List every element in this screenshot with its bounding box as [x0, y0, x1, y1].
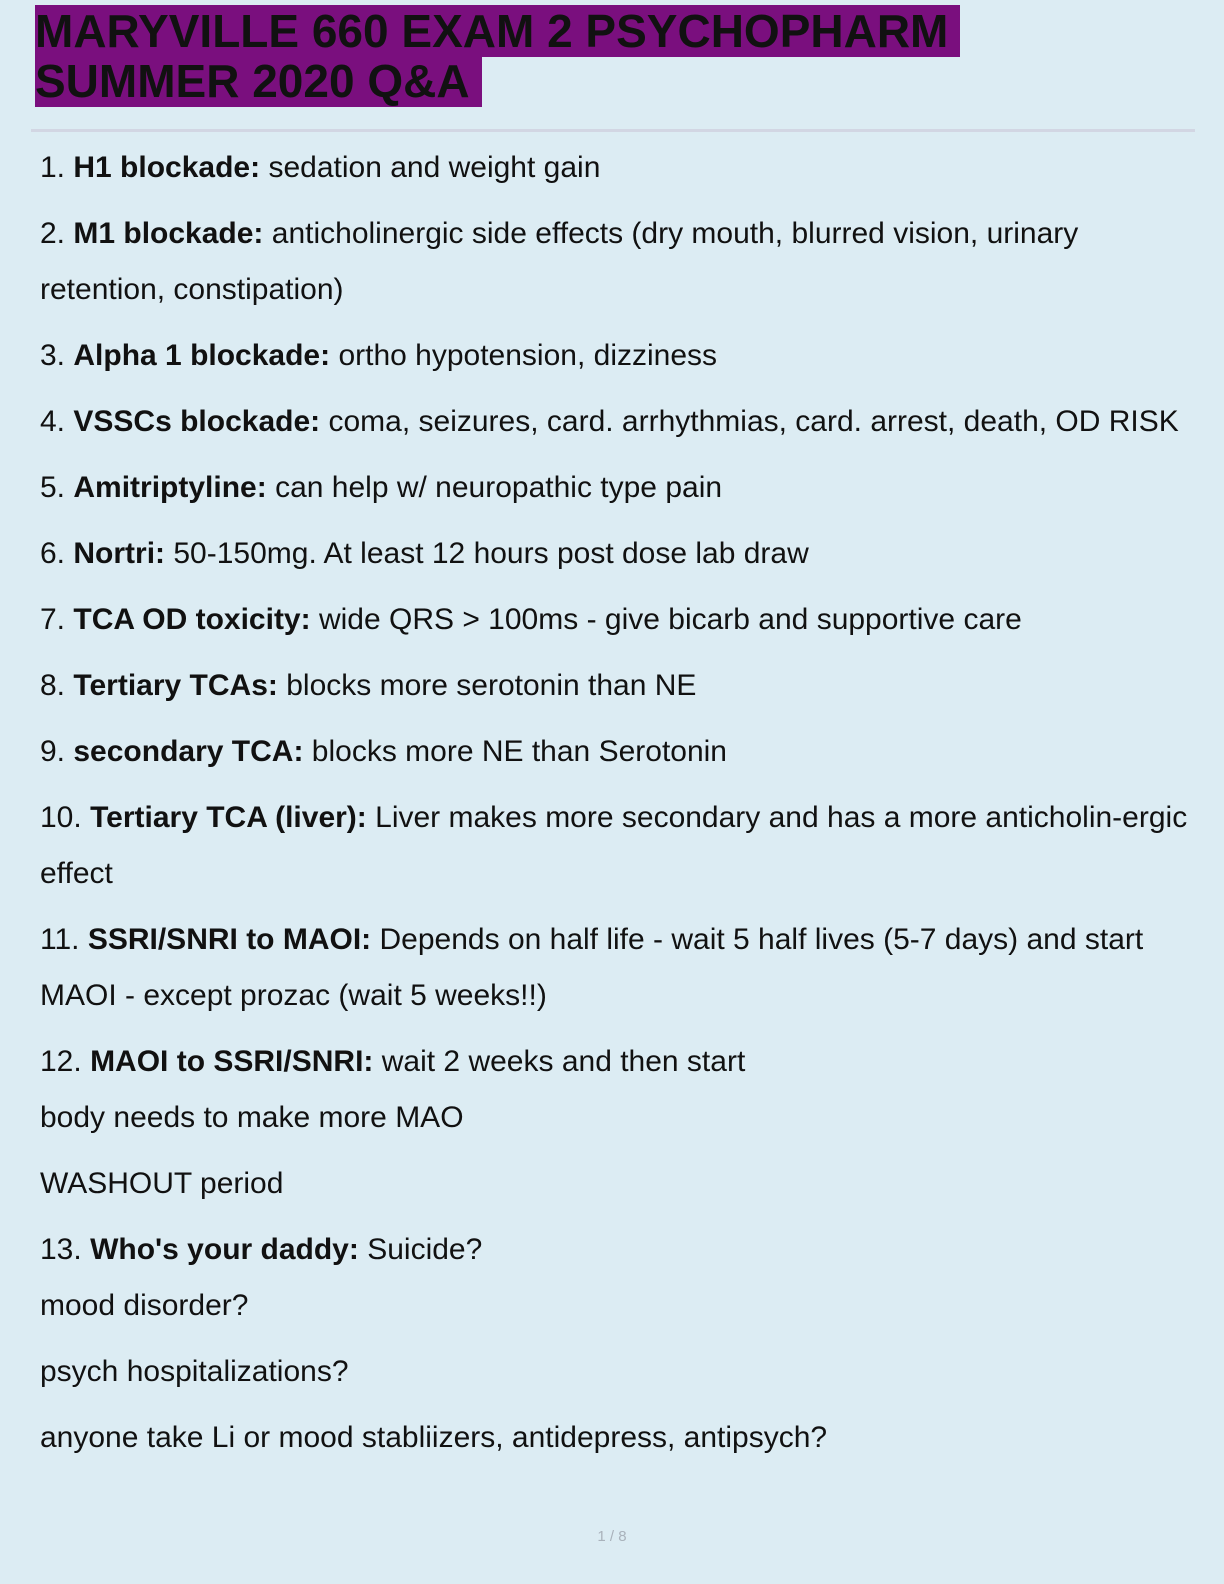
- qa-item-8: [40, 658, 1190, 714]
- item-answer: 50-150mg. At least 12 hours post dose lab draw: [173, 537, 809, 570]
- item-term: M1 blockade:: [73, 217, 264, 250]
- item-answer-line: psych hospitalizations?: [40, 1355, 349, 1388]
- qa-item-12: [40, 1034, 1190, 1090]
- item-term: Tertiary TCA (liver):: [90, 801, 367, 834]
- item-answer: Depends on half life - wait 5 half lives (5-7 days) and start MAOI - except prozac (wait 5 weeks!!): [40, 923, 1144, 1012]
- title-divider: [31, 129, 1195, 132]
- item-number: 2.: [40, 217, 66, 250]
- item-answer: wide QRS > 100ms - give bicarb and supportive care: [318, 603, 1022, 636]
- item-answer-line: anyone take Li or mood stabliizers, antidepress, antipsych?: [40, 1421, 828, 1454]
- item-term: secondary TCA:: [73, 735, 304, 768]
- item-term: VSSCs blockade:: [73, 405, 321, 438]
- item-number: 12.: [40, 1045, 82, 1078]
- item-number: 10.: [40, 801, 82, 834]
- item-number: 1.: [40, 151, 66, 184]
- item-term: SSRI/SNRI to MAOI:: [87, 923, 372, 956]
- item-number: 13.: [40, 1233, 82, 1266]
- item-answer: can help w/ neuropathic type pain: [275, 471, 723, 504]
- qa-item-2: [40, 206, 1190, 318]
- item-term: TCA OD toxicity:: [73, 603, 311, 636]
- item-number: 3.: [40, 339, 66, 372]
- item-term: Nortri:: [73, 537, 166, 570]
- qa-item-5: [40, 460, 1190, 516]
- qa-item-13: [40, 1222, 1190, 1278]
- item-answer-line: body needs to make more MAO: [40, 1101, 464, 1134]
- item-answer: blocks more serotonin than NE: [286, 669, 697, 702]
- qa-item-6: [40, 526, 1190, 582]
- qa-item-11: [40, 912, 1190, 1024]
- item-answer: Suicide?: [367, 1233, 483, 1266]
- item-term: Amitriptyline:: [73, 471, 267, 504]
- item-number: 4.: [40, 405, 66, 438]
- item-term: Alpha 1 blockade:: [73, 339, 331, 372]
- qa-item-4: [40, 394, 1190, 450]
- item-number: 5.: [40, 471, 66, 504]
- item-number: 9.: [40, 735, 66, 768]
- document-title-block: [35, 6, 1145, 106]
- item-answer: wait 2 weeks and then start: [381, 1045, 746, 1078]
- qa-item-7: [40, 592, 1190, 648]
- item-number: 11.: [40, 923, 80, 956]
- page-number: 1 / 8: [597, 1528, 627, 1545]
- qa-item-10: [40, 790, 1190, 902]
- item-answer-line: mood disorder?: [40, 1289, 249, 1322]
- item-term: MAOI to SSRI/SNRI:: [90, 1045, 374, 1078]
- item-number: 8.: [40, 669, 66, 702]
- item-term: Tertiary TCAs:: [73, 669, 278, 702]
- item-answer: ortho hypotension, dizziness: [338, 339, 718, 372]
- item-term: H1 blockade:: [73, 151, 261, 184]
- item-number: 6.: [40, 537, 66, 570]
- qa-item-3: [40, 328, 1190, 384]
- qa-item-9: [40, 724, 1190, 780]
- item-answer: coma, seizures, card. arrhythmias, card. arrest, death, OD RISK: [328, 405, 1179, 438]
- item-answer-line: WASHOUT period: [40, 1167, 284, 1200]
- qa-item-1: [40, 140, 1190, 196]
- item-answer: anticholinergic side effects (dry mouth, blurred vision, urinary retention, constipation): [40, 217, 1079, 306]
- item-number: 7.: [40, 603, 66, 636]
- qa-list: [40, 140, 1190, 1476]
- item-answer: Liver makes more secondary and has a more anticholin-ergic effect: [40, 801, 1188, 890]
- item-answer: sedation and weight gain: [268, 151, 601, 184]
- item-answer: blocks more NE than Serotonin: [311, 735, 727, 768]
- document-title: MARYVILLE 660 EXAM 2 PSYCHOPHARM SUMMER 2020 Q&A: [35, 5, 960, 107]
- item-term: Who's your daddy:: [90, 1233, 359, 1266]
